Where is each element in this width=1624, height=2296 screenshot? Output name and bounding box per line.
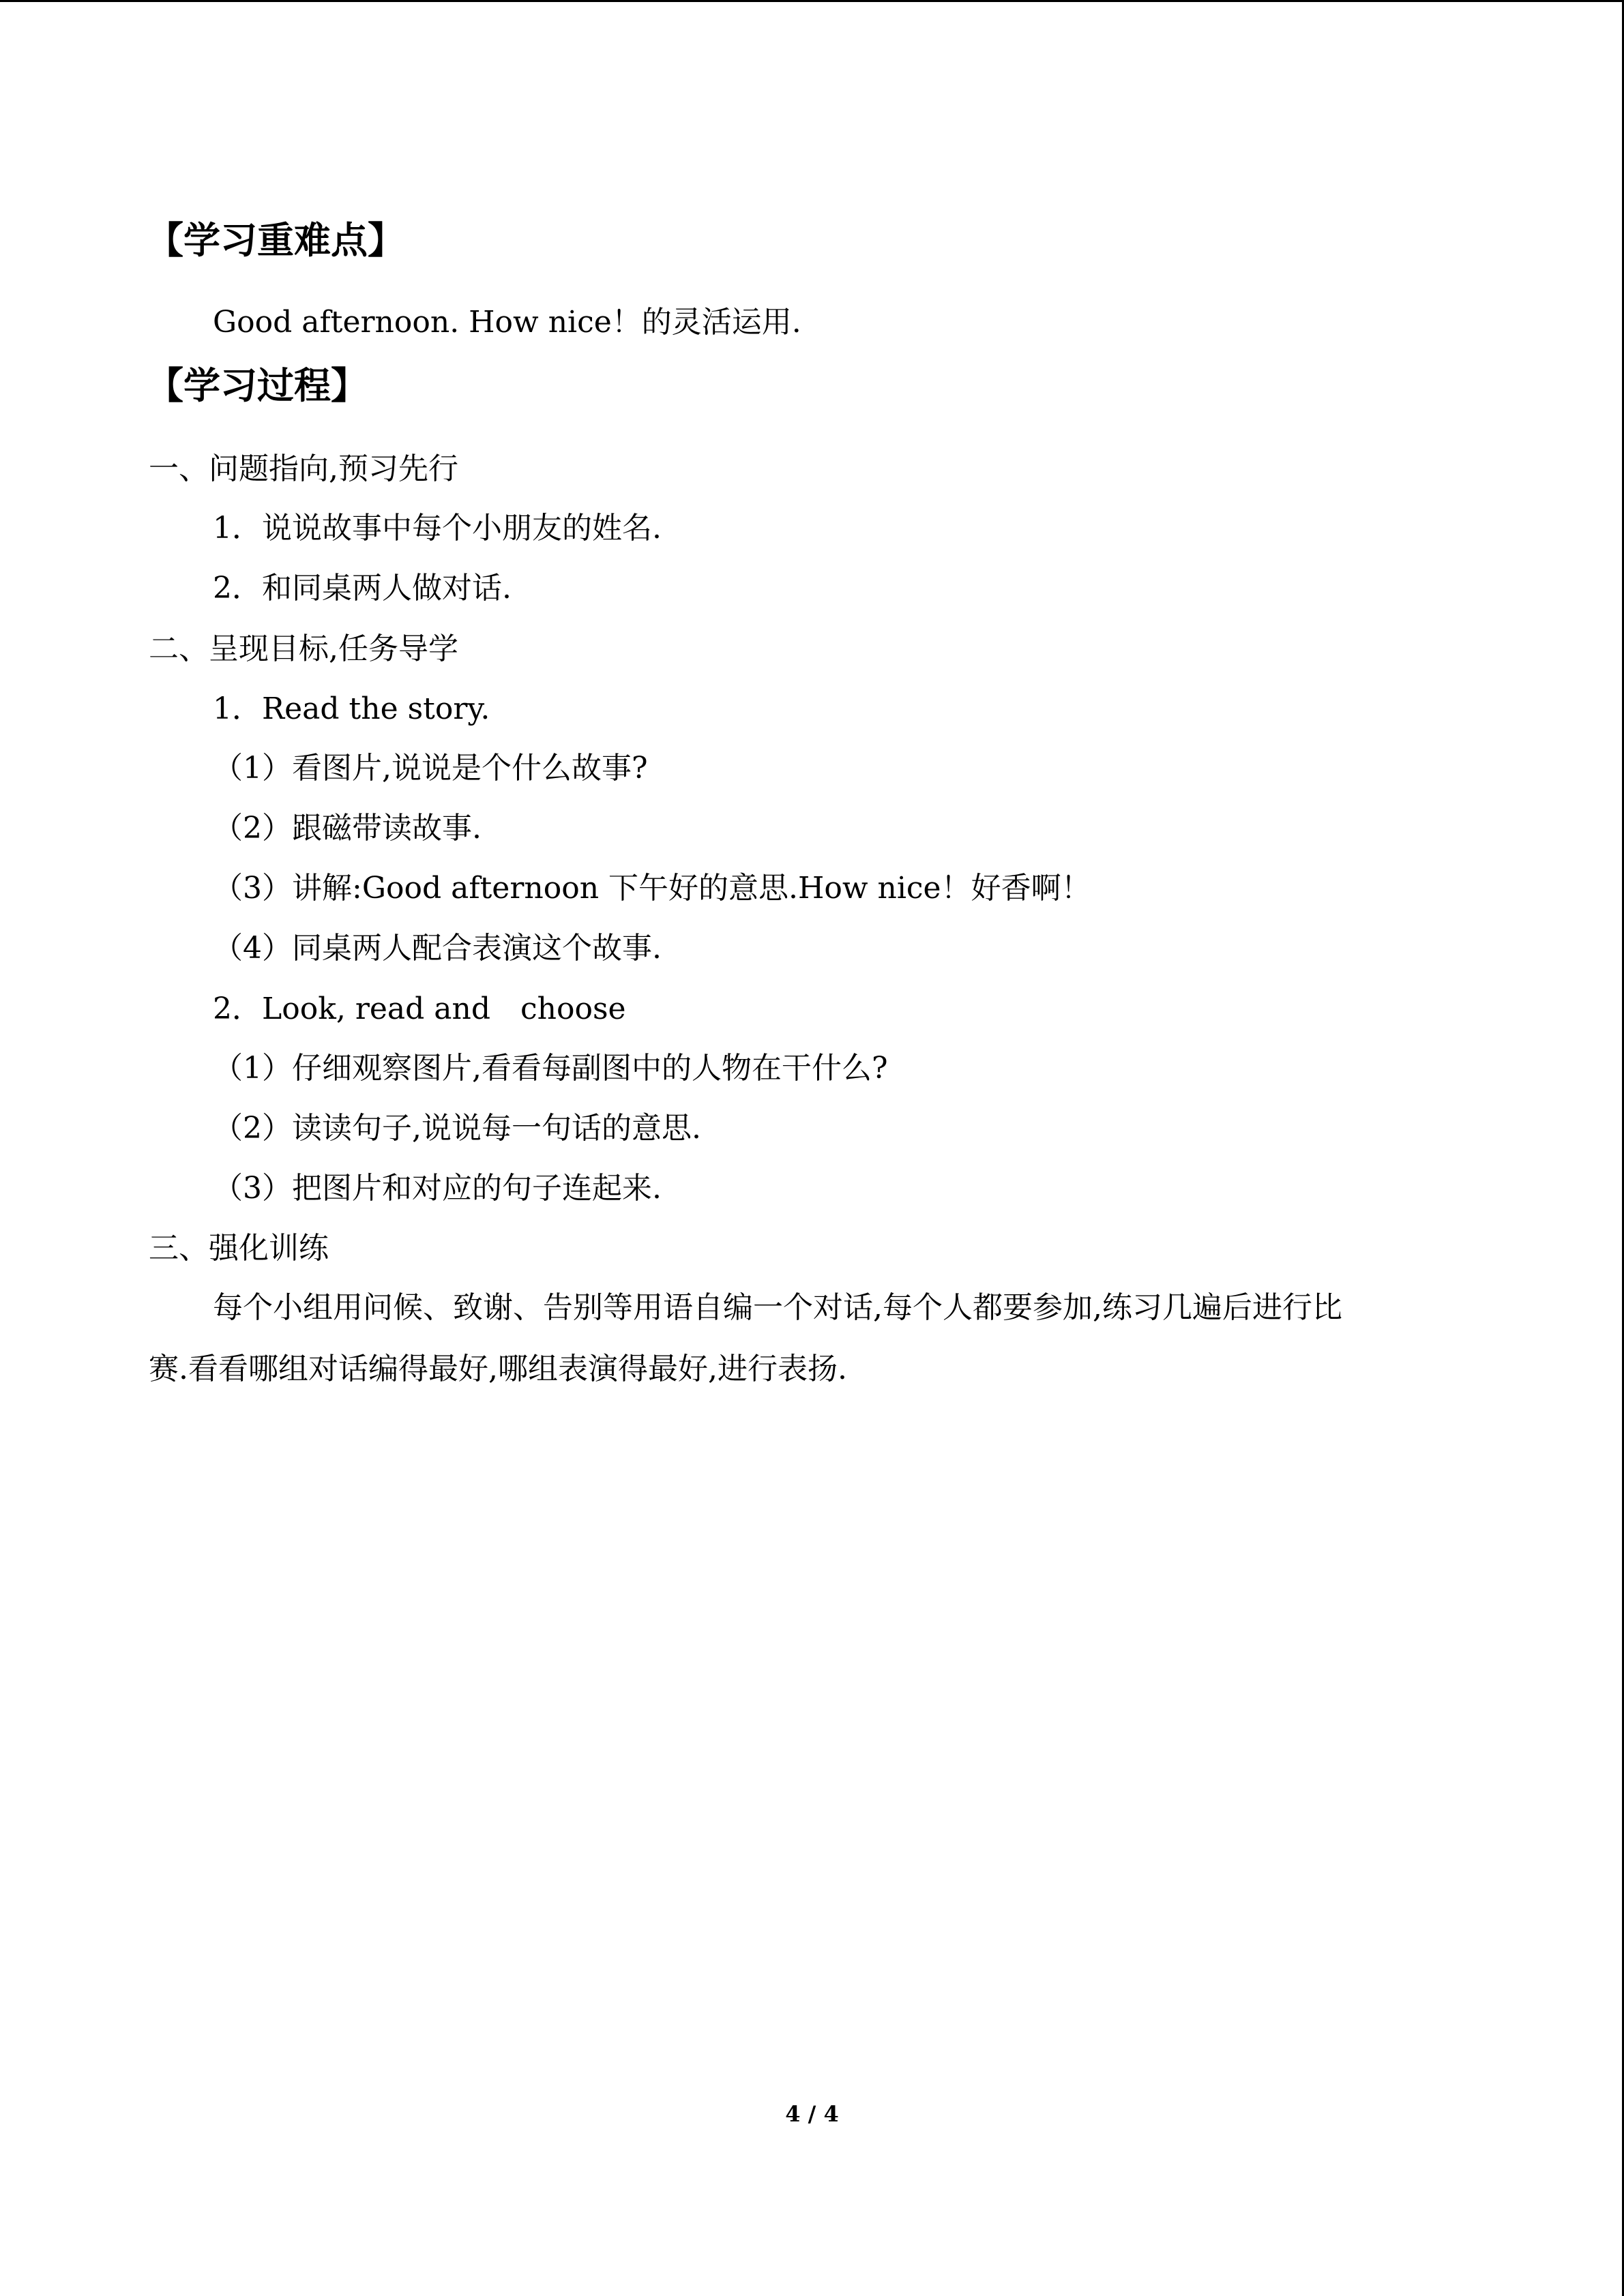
task1-step-4: （4）同桌两人配合表演这个故事. (213, 931, 662, 966)
part3-title: 三、强化训练 (149, 1231, 329, 1266)
task1-step-3: （3）讲解:Good afternoon 下午好的意思.How nice！好香啊！ (213, 871, 1091, 906)
part3-paragraph-line-2: 赛.看看哪组对话编得最好,哪组表演得最好,进行表扬. (149, 1352, 847, 1386)
task1-title: 1．Read the story. (213, 691, 490, 726)
page-number: 4 / 4 (785, 2101, 839, 2127)
task2-title: 2．Look, read and choose (213, 992, 626, 1026)
task2-step-1: （1）仔细观察图片,看看每副图中的人物在干什么? (213, 1051, 888, 1086)
task2-step-3: （3）把图片和对应的句子连起来. (213, 1171, 662, 1206)
part1-item-1: 1．说说故事中每个小朋友的姓名. (213, 511, 662, 546)
task1-step-1: （1）看图片,说说是个什么故事? (213, 751, 648, 786)
process-heading: 【学习过程】 (147, 364, 368, 407)
task2-step-2: （2）读读句子,说说每一句话的意思. (213, 1111, 701, 1146)
part3-paragraph-line-1: 每个小组用问候、致谢、告别等用语自编一个对话,每个人都要参加,练习几遍后进行比 (213, 1290, 1342, 1325)
key-points-body: Good afternoon. How nice！的灵活运用. (213, 305, 801, 340)
key-points-heading: 【学习重难点】 (147, 219, 404, 262)
part1-title: 一、问题指向,预习先行 (149, 451, 458, 486)
part2-title: 二、呈现目标,任务导学 (149, 631, 458, 666)
part1-item-2: 2．和同桌两人做对话. (213, 571, 512, 606)
task1-step-2: （2）跟磁带读故事. (213, 811, 482, 846)
